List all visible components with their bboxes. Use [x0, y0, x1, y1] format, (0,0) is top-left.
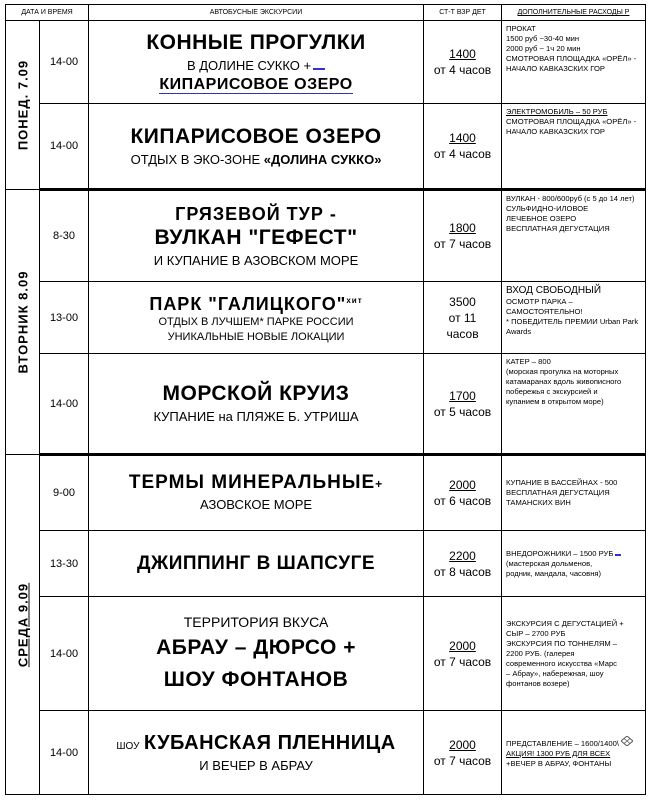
- tour-price: 3500 от 11 часов: [424, 282, 502, 354]
- tour-cell: [89, 104, 424, 190]
- tour-extra-costs: ПРЕДСТАВЛЕНИЕ – 1600/1400\ АКЦИЯ! 1300 РУБ ДЛЯ ВСЕХ +ВЕЧЕР В АБРАУ, ФОНТАНЫ: [502, 711, 646, 795]
- tour-title: ДЖИППИНГ В ШАПСУГЕ: [136, 552, 376, 574]
- tour-extra-costs: ЭЛЕКТРОМОБИЛЬ – 50 РУБ СМОТРОВАЯ ПЛОЩАДКА «ОРЁЛ» - НАЧАЛО КАВКАЗСКИХ ГОР: [502, 104, 646, 190]
- tour-extra-costs: ВХОД СВОБОДНЫЙ ОСМОТР ПАРКА – САМОСТОЯТЕЛЬНО! * ПОБЕДИТЕЛЬ ПРЕМИИ Urban Park Awards: [502, 282, 646, 354]
- tour-cell: [89, 455, 424, 531]
- table-row: [6, 597, 646, 711]
- schedule-table: [5, 4, 646, 795]
- tour-subtitle: ОТДЫХ В ЭКО-ЗОНЕ «ДОЛИНА СУККО»: [130, 151, 382, 167]
- tour-price: 2000 от 7 часов: [424, 711, 502, 795]
- tour-cell: [89, 282, 424, 354]
- tour-extra-costs: ВНЕДОРОЖНИКИ – 1500 РУБ (мастерская дольменов, родник, мандала, часовня): [502, 531, 646, 597]
- tour-title-top: ГРЯЗЕВОЙ ТУР -: [175, 203, 337, 224]
- tour-title: ВУЛКАН "ГЕФЕСТ": [154, 225, 358, 249]
- table-row: [6, 354, 646, 455]
- tour-price: 2000 от 6 часов: [424, 455, 502, 531]
- tour-time: 13-00: [40, 282, 89, 354]
- header-tours: АВТОБУСНЫЕ ЭКСКУРСИИ: [89, 5, 424, 21]
- table-row: [6, 711, 646, 795]
- tour-time: 14-00: [40, 354, 89, 455]
- day-label: СРЕДА 9.09: [15, 582, 30, 667]
- tour-title: ТЕРМЫ МИНЕРАЛЬНЫЕ+: [128, 472, 384, 493]
- excursion-schedule: [5, 4, 645, 795]
- tour-subtitle: И КУПАНИЕ В АЗОВСКОМ МОРЕ: [153, 252, 359, 268]
- day-tuesday: [6, 190, 40, 455]
- tour-extra-costs: ЭКСКУРСИЯ С ДЕГУСТАЦИЕЙ + СЫР – 2700 РУБ ЭКСКУРСИЯ ПО ТОННЕЛЯМ – 2200 РУБ. (галерея современного искусства «Марс – Абрау», набережная, шоу фонтанов возере): [502, 597, 646, 711]
- tour-price: 2000 от 7 часов: [424, 597, 502, 711]
- tour-cell: [89, 21, 424, 104]
- tour-time: 14-00: [40, 711, 89, 795]
- tour-cell: [89, 190, 424, 282]
- diamond-cursor-icon: [621, 736, 633, 746]
- tour-extra-costs: КАТЕР – 800 (морская прогулка на моторных катамаранах вдоль живописного побережья с экскурсией и купанием в открытом море): [502, 354, 646, 455]
- tour-price: 2200 от 8 часов: [424, 531, 502, 597]
- tour-subtitle: ОТДЫХ В ЛУЧШЕМ* ПАРКЕ РОССИИ: [158, 316, 354, 328]
- day-label: ВТОРНИК 8.09: [15, 270, 30, 374]
- table-row: [6, 531, 646, 597]
- tour-time: 14-00: [40, 104, 89, 190]
- tour-subtitle: И ВЕЧЕР В АБРАУ: [199, 758, 313, 773]
- table-row: [6, 190, 646, 282]
- tour-time: 14-00: [40, 597, 89, 711]
- table-row: [6, 282, 646, 354]
- tour-subtitle-2: КИПАРИСОВОЕ ОЗЕРО: [159, 75, 353, 93]
- tour-time: 8-30: [40, 190, 89, 282]
- tour-subtitle: В ДОЛИНЕ СУККО +: [89, 56, 423, 75]
- tour-time: 9-00: [40, 455, 89, 531]
- tour-extra-costs: ВУЛКАН - 800/600руб (с 5 до 14 лет) СУЛЬФИДНО-ИЛОВОЕ ЛЕЧЕБНОЕ ОЗЕРО ВЕСПЛАТНАЯ ДЕГУСТАЦИЯ: [502, 190, 646, 282]
- table-row: [6, 104, 646, 190]
- header-extra: [502, 5, 646, 21]
- table-row: [6, 21, 646, 104]
- tour-title: АБРАУ – ДЮРСО +: [156, 635, 356, 659]
- tour-title-2: ШОУ ФОНТАНОВ: [163, 667, 349, 691]
- tour-title: МОРСКОЙ КРУИЗ: [162, 382, 350, 405]
- tour-subtitle-2: УНИКАЛЬНЫЕ НОВЫЕ ЛОКАЦИИ: [167, 331, 345, 343]
- tour-title: КИПАРИСОВОЕ ОЗЕРО: [130, 124, 382, 148]
- tour-time: 13-30: [40, 531, 89, 597]
- tour-extra-costs: КУПАНИЕ В БАССЕЙНАХ - 500 ВЕСПЛАТНАЯ ДЕГУСТАЦИЯ ТАМАНСКИХ ВИН: [502, 455, 646, 531]
- tour-price: 1700 от 5 часов: [424, 354, 502, 455]
- tour-title: КОННЫЕ ПРОГУЛКИ: [146, 30, 366, 54]
- tour-subtitle: КУПАНИЕ на ПЛЯЖЕ Б. УТРИША: [153, 409, 359, 424]
- tour-cell: [89, 354, 424, 455]
- day-label: ПОНЕД. 7.09: [15, 59, 30, 151]
- header-date-time: ДАТА И ВРЕМЯ: [6, 5, 89, 21]
- tour-price: 1400 от 4 часов: [424, 104, 502, 190]
- tour-time: 14-00: [40, 21, 89, 104]
- header-extra-label: ДОПОЛНИТЕЛЬНЫЕ РАСХОДЫ Р: [517, 9, 630, 16]
- tour-title-top: ТЕРРИТОРИЯ ВКУСА: [183, 613, 329, 630]
- tour-extra-costs: ПРОКАТ 1500 руб ~30-40 мин 2000 руб ~ 1ч 20 мин СМОТРОВАЯ ПЛОЩАДКА «ОРЁЛ» - НАЧАЛО КАВКАЗСКИХ ГОР: [502, 21, 646, 104]
- tour-price: 1800 от 7 часов: [424, 190, 502, 282]
- tour-cell: [89, 531, 424, 597]
- tour-subtitle: АЗОВСКОЕ МОРЕ: [199, 497, 313, 512]
- day-monday: [6, 21, 40, 190]
- header-row: [6, 5, 646, 21]
- header-price: СТ-Т ВЗР ДЕТ: [424, 5, 502, 21]
- tour-cell: [89, 597, 424, 711]
- tour-title: ПАРК "ГАЛИЦКОГО"$^{хит}$: [149, 294, 363, 314]
- tour-price: 1400 от 4 часов: [424, 21, 502, 104]
- tour-title: ШОУ КУБАНСКАЯ ПЛЕННИЦА: [116, 732, 396, 754]
- day-wednesday: [6, 455, 40, 795]
- table-row: [6, 455, 646, 531]
- tour-cell: [89, 711, 424, 795]
